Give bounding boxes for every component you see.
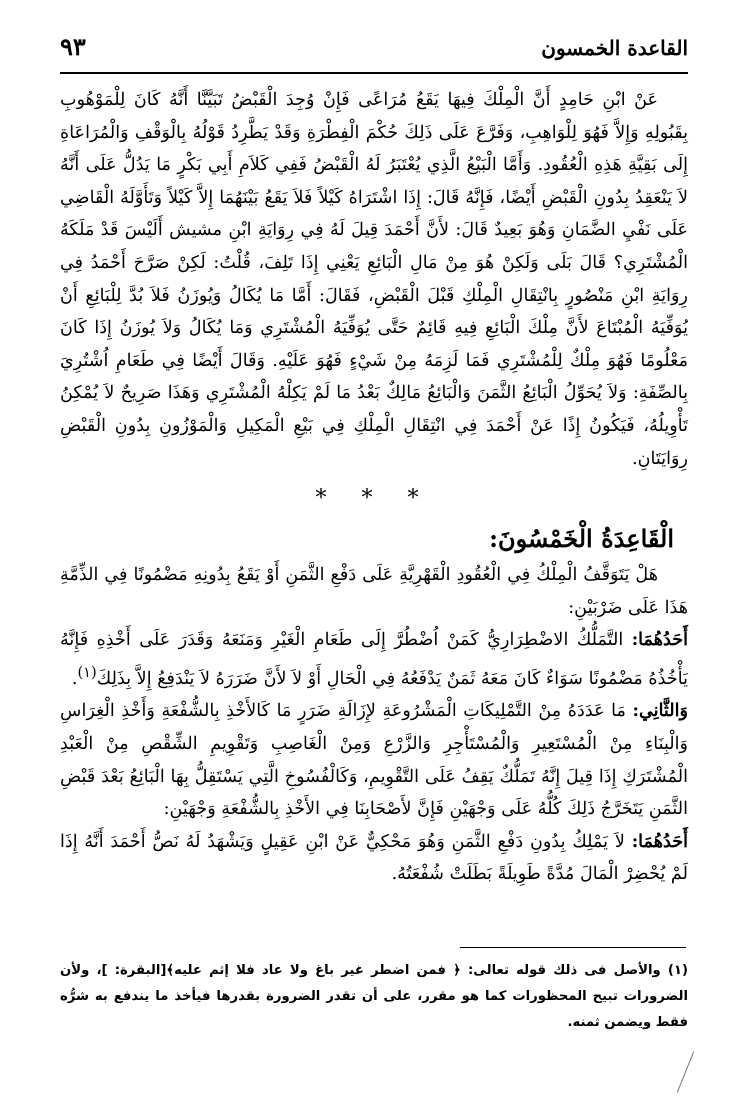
header-rule xyxy=(60,72,688,74)
first-view-paragraph xyxy=(60,826,688,891)
first-type-text: التَّمَلُّكُ الاضْطِرَارِيُّ كَمَنْ اُضْطُرَّ إِلَى طَعَامِ الْغَيْرِ وَمَنَعَهُ وَقَدَرَ عَلَى أَخْذِهِ فَإِنَّهُ يَأْخُذُهُ مَضْمُونًا سَوَاءٌ كَانَ مَعَهُ ثَمَنٌ يَدْفَعُهُ فِي الْحَالِ أَوْ لاَ لأَنَّ ضَرَرَهُ لاَ يَنْدَفِعُ إِلاَّ بِذَلِكَ xyxy=(60,630,688,689)
section-separator: * * * xyxy=(315,486,433,512)
main-text xyxy=(60,84,688,891)
page-number: ٩٣ xyxy=(60,32,86,61)
section-title: الْقَاعِدَةُ الْخَمْسُونَ: xyxy=(489,524,674,554)
second-type-text: مَا عَدَدَهُ مِنْ التَّمْلِيكَاتِ الْمَشْرُوعَةِ لإِزَالَةِ ضَرَرٍ مَا كَالأَخْذِ بِالشُّفْعَةِ وَأَخْذِ الْغِرَاسِ وَالْبِنَاءِ مِنْ الْمُسْتَعِيرِ وَالْمُسْتَأْجِرِ وَالزَّرْعِ وَمِنْ الْغَاصِبِ وَتَقْوِيمِ الشِّقْصِ مِنْ الْعَبْدِ الْمُشْتَرَكِ إِذَا قِيلَ إِنَّهُ تَمَلُّكٌ يَقِفُ عَلَى التَّقْوِيمِ، وَكَالْفُسُوخِ الَّتِي يَسْتَقِلُّ بِهَا الْبَائِعُ بَعْدَ قَبْضِ الثَّمَنِ يَتَخَرَّجُ ذَلِكَ كُلُّهُ عَلَى وَجْهَيْنِ فَإِنَّ لأَصْحَابِنَا فِي الأَخْذِ بِالشُّفْعَةِ وَجْهَيْنِ: xyxy=(60,701,688,820)
footnote-rule xyxy=(460,947,686,948)
page-header xyxy=(60,30,688,70)
running-title: القاعدة الخمسون xyxy=(541,36,688,60)
footnote-reference[interactable]: (١) xyxy=(77,663,97,681)
second-type-label: وَالثَّانِي: xyxy=(632,700,688,722)
scan-mark xyxy=(677,1051,694,1092)
first-view-label: أَحَدُهُمَا: xyxy=(631,830,688,852)
first-view-text: لاَ يَمْلِكُ بِدُونِ دَفْعِ الثَّمَنِ وَهُوَ مَحْكِيٌّ عَنْ ابْنِ عَقِيلٍ وَيَشْهَدُ لَهُ نَصُّ أَحْمَدَ أَنَّهُ إِذَا لَمْ يُحْضِرْ الْمَالَ مُدَّةً طَوِيلَةً بَطَلَتْ شُفْعَتُهُ. xyxy=(60,831,688,885)
footnote: (١) والأصل فى ذلك قوله تعالى: ﴿ فمن اضطر غير باغ ولا عاد فلا إثم عليه﴾[البقرة: ]، ولأن الضرورات تبيح المحظورات كما هو مقرر، على أن تقدر الضرورة بقدرها فيأخذ ما يندفع به شرُّه فقط ويضمن ثمنه. xyxy=(60,963,688,1030)
first-type-paragraph: أَحَدُهُمَا: التَّمَلُّكُ الاضْطِرَارِيُّ كَمَنْ اُضْطُرَّ إِلَى طَعَامِ الْغَيْرِ وَمَنَعَهُ وَقَدَرَ عَلَى أَخْذِهِ فَإِنَّهُ يَأْخُذُهُ مَضْمُونًا سَوَاءٌ كَانَ مَعَهُ ثَمَنٌ يَدْفَعُهُ فِي الْحَالِ أَوْ لاَ لأَنَّ ضَرَرَهُ لاَ يَنْدَفِعُ إِلاَّ بِذَلِكَ$^{(١)}$. xyxy=(60,629,688,689)
question-paragraph: هَلْ يَتَوَقَّفُ الْمِلْكُ فِي الْعُقُودِ الْقَهْرِيَّةِ عَلَى دَفْعِ الثَّمَنِ أَوْ يَقَعُ بِدُونِهِ مَضْمُونًا فِي الذِّمَّةِ هَذَا عَلَى ضَرْبَيْنِ: xyxy=(60,565,688,618)
second-type-paragraph xyxy=(60,695,688,825)
paragraph-continuation: عَنْ ابْنِ حَامِدٍ أَنَّ الْمِلْكَ فِيهَا يَقَعُ مُرَاعًى فَإِنْ وُجِدَ الْقَبْضُ تَبَيَّنَّا أَنَّهُ كَانَ لِلْمَوْهُوبِ بِقَبُولِهِ وَإِلاَّ فَهُوَ لِلْوَاهِبِ، وَفَرَّعَ عَلَى ذَلِكَ حُكْمَ الْفِطْرَةِ وَقَدْ يَطَّرِدُ قَوْلُهُ بِالْوَقْفِ وَالْمُرَاعَاةِ إِلَى بَقِيَّةِ هَذِهِ الْعُقُودِ. وَأَمَّا الْبَيْعُ الَّذِي يُعْتَبَرُ لَهُ الْقَبْضُ فَفِي كَلاَمِ أَبِي بَكْرٍ مَا يَدُلُّ عَلَى أَنَّهُ لاَ يَنْعَقِدُ بِدُونِ الْقَبْضِ أَيْضًا، فَإِنَّهُ قَالَ: إِذَا اشْتَرَاهُ كَيْلاً فَلاَ يَقَعُ بَيْنَهُمَا إِلاَّ كَيْلاً وَتَأَوَّلَهُ الْقَاضِي عَلَى نَفْيِ الضَّمَانِ وَهُوَ بَعِيدٌ قَالَ: لأَنَّ أَحْمَدَ قِيلَ لَهُ فِي رِوَايَةِ ابْنِ مشيش أَلَيْسَ قَدْ مَلَكَهُ الْمُشْتَرِي؟ قَالَ بَلَى وَلَكِنْ هُوَ مِنْ مَالِ الْبَائِعِ يَعْنِي إِذَا تَلِفَ، قُلْتُ: لَكِنْ صَرَّحَ أَحْمَدُ فِي رِوَايَةِ ابْنِ مَنْصُورٍ بِانْتِقَالِ الْمِلْكِ قَبْلَ الْقَبْضِ، فَقَالَ: أَمَّا مَا يُكَالُ وَيُوزَنُ فَلاَ بُدَّ لِلْبَائِعِ أَنْ يُوَفِّيَهُ الْمُبْتَاعَ لأَنَّ مِلْكَ الْبَائِعِ فِيهِ قَائِمٌ حَتَّى يُوَفِّيَهُ الْمُشْتَرِي وَمَا يُكَالُ وَلاَ يُوزَنُ إِذَا كَانَ مَعْلُومًا فَهُوَ مِلْكٌ لِلْمُشْتَرِي فَمَا لَزِمَهُ مِنْ شَيْءٍ فَهُوَ عَلَيْهِ. وَقَالَ أَيْضًا فِي طَعَامِ اُشْتُرِيَ بِالصِّفَةِ: وَلاَ يُحَوِّلُ الْبَائِعُ الثَّمَنَ وَالْبَائِعُ مَالِكٌ بَعْدُ مَا لَمْ يَكِلْهُ الْمُشْتَرِي وَهَذَا صَرِيحٌ لاَ يُمْكِنُ تَأْوِيلُهُ، فَيَكُونُ إِذًا عَنْ أَحْمَدَ فِي انْتِقَالِ الْمِلْكِ فِي بَيْعِ الْمَكِيلِ وَالْمَوْزُونِ بِدُونِ الْقَبْضِ رِوَايَتَانِ. xyxy=(60,90,688,469)
first-type-label: أَحَدُهُمَا: xyxy=(631,629,688,651)
